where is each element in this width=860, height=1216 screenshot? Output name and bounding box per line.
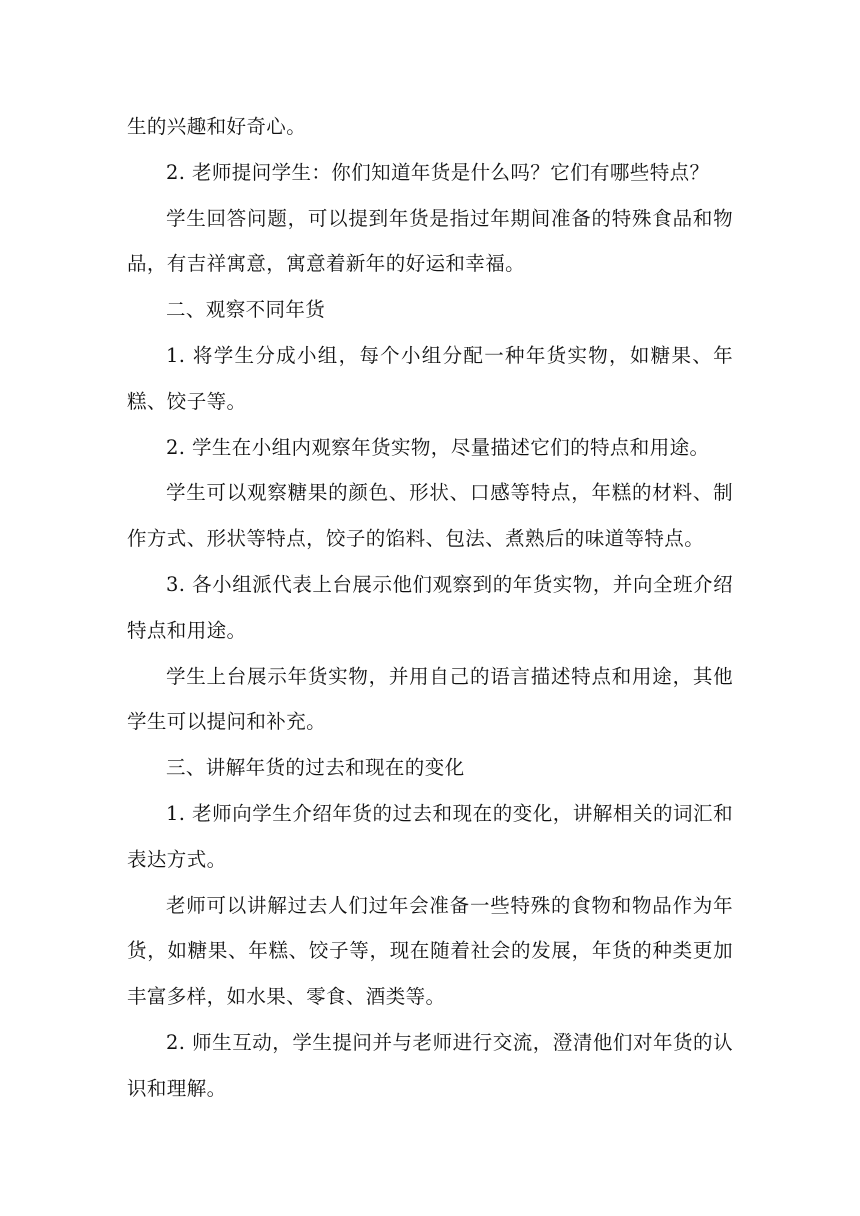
paragraph-changes-detail: 老师可以讲解过去人们过年会准备一些特殊的食物和物品作为年货，如糖果、年糕、饺子等，现在随着社会的发展，年货的种类更加丰富多样，如水果、零食、酒类等。 bbox=[127, 893, 733, 1009]
paragraph-continuation: 生的兴趣和好奇心。 bbox=[127, 115, 307, 138]
paragraph-teacher-intro: 1. 老师向学生介绍年货的过去和现在的变化，讲解相关的词汇和表达方式。 bbox=[127, 801, 733, 871]
paragraph-observation-detail: 学生可以观察糖果的颜色、形状、口感等特点，年糕的材料、制作方式、形状等特点，饺子的馅料、包法、煮熟后的味道等特点。 bbox=[127, 481, 733, 551]
paragraph-interaction: 2. 师生互动，学生提问并与老师进行交流，澄清他们对年货的认识和理解。 bbox=[127, 1030, 733, 1100]
paragraph-student-answer: 学生回答问题，可以提到年货是指过年期间准备的特殊食品和物品，有吉祥寓意，寓意着新年的好运和幸福。 bbox=[127, 206, 733, 276]
section-heading-changes: 三、讲解年货的过去和现在的变化 bbox=[166, 756, 465, 780]
paragraph-teacher-question: 2. 老师提问学生：你们知道年货是什么吗？它们有哪些特点？ bbox=[166, 160, 710, 184]
paragraph-group-present: 3. 各小组派代表上台展示他们观察到的年货实物，并向全班介绍特点和用途。 bbox=[127, 572, 733, 642]
paragraph-present-detail: 学生上台展示年货实物，并用自己的语言描述特点和用途，其他学生可以提问和补充。 bbox=[127, 664, 733, 734]
paragraph-group-assign: 1. 将学生分成小组，每个小组分配一种年货实物，如糖果、年糕、饺子等。 bbox=[127, 343, 733, 413]
document-body bbox=[127, 104, 733, 1112]
paragraph-group-observe: 2. 学生在小组内观察年货实物，尽量描述它们的特点和用途。 bbox=[166, 435, 710, 459]
section-heading-observe: 二、观察不同年货 bbox=[166, 298, 326, 322]
